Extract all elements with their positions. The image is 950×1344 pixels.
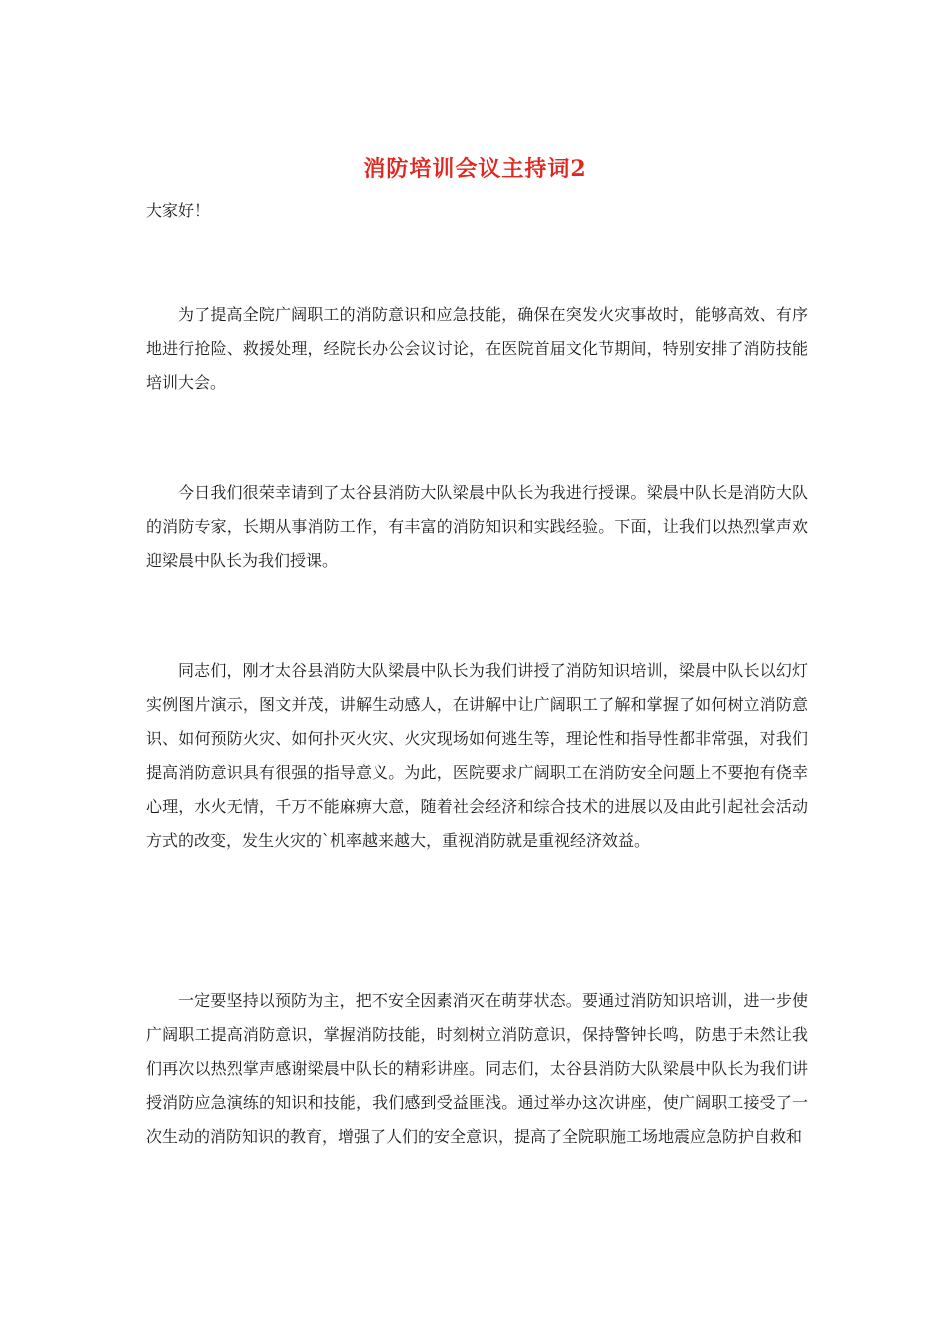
document-title: 消防培训会议主持词2 [363,156,587,182]
paragraph-1: 为了提高全院广阔职工的消防意识和应急技能，确保在突发火灾事故时，能够高效、有序地进行抢险、救援处理，经院长办公会议讨论，在医院首届文化节期间，特别安排了消防技能培训大会。 [146,305,808,392]
paragraph-4: 一定要坚持以预防为主，把不安全因素消灭在萌芽状态。要通过消防知识培训，进一步使广阔职工提高消防意识，掌握消防技能，时刻树立消防意识，保持警钟长鸣，防患于未然让我们再次以热烈掌声感谢梁晨中队长的精彩讲座。同志们，太谷县消防大队梁晨中队长为我们讲授消防应急演练的知识和技能，我们感到受益匪浅。通过举办这次讲座，使广阔职工接受了一次生动的消防知识的教育，增强了人们的安全意识，提高了全院职施工场地震应急防护自救和 [146,991,808,1146]
greeting-text: 大家好！ [146,201,211,220]
paragraph-3: 同志们，刚才太谷县消防大队梁晨中队长为我们讲授了消防知识培训，梁晨中队长以幻灯实例图片演示，图文并茂，讲解生动感人，在讲解中让广阔职工了解和掌握了如何树立消防意识、如何预防火灾、如何扑灭火灾、火灾现场如何逃生等，理论性和指导性都非常强，对我们提高消防意识具有很强的指导意义。为此，医院要求广阔职工在消防安全问题上不要抱有侥幸心理，水火无情，千万不能麻痹大意，随着社会经济和综合技术的进展以及由此引起社会活动方式的改变，发生火灾的`机率越来越大，重视消防就是重视经济效益。 [146,661,808,850]
paragraph-2: 今日我们很荣幸请到了太谷县消防大队梁晨中队长为我进行授课。梁晨中队长是消防大队的消防专家，长期从事消防工作，有丰富的消防知识和实践经验。下面，让我们以热烈掌声欢迎梁晨中队长为我们授课。 [146,483,808,570]
